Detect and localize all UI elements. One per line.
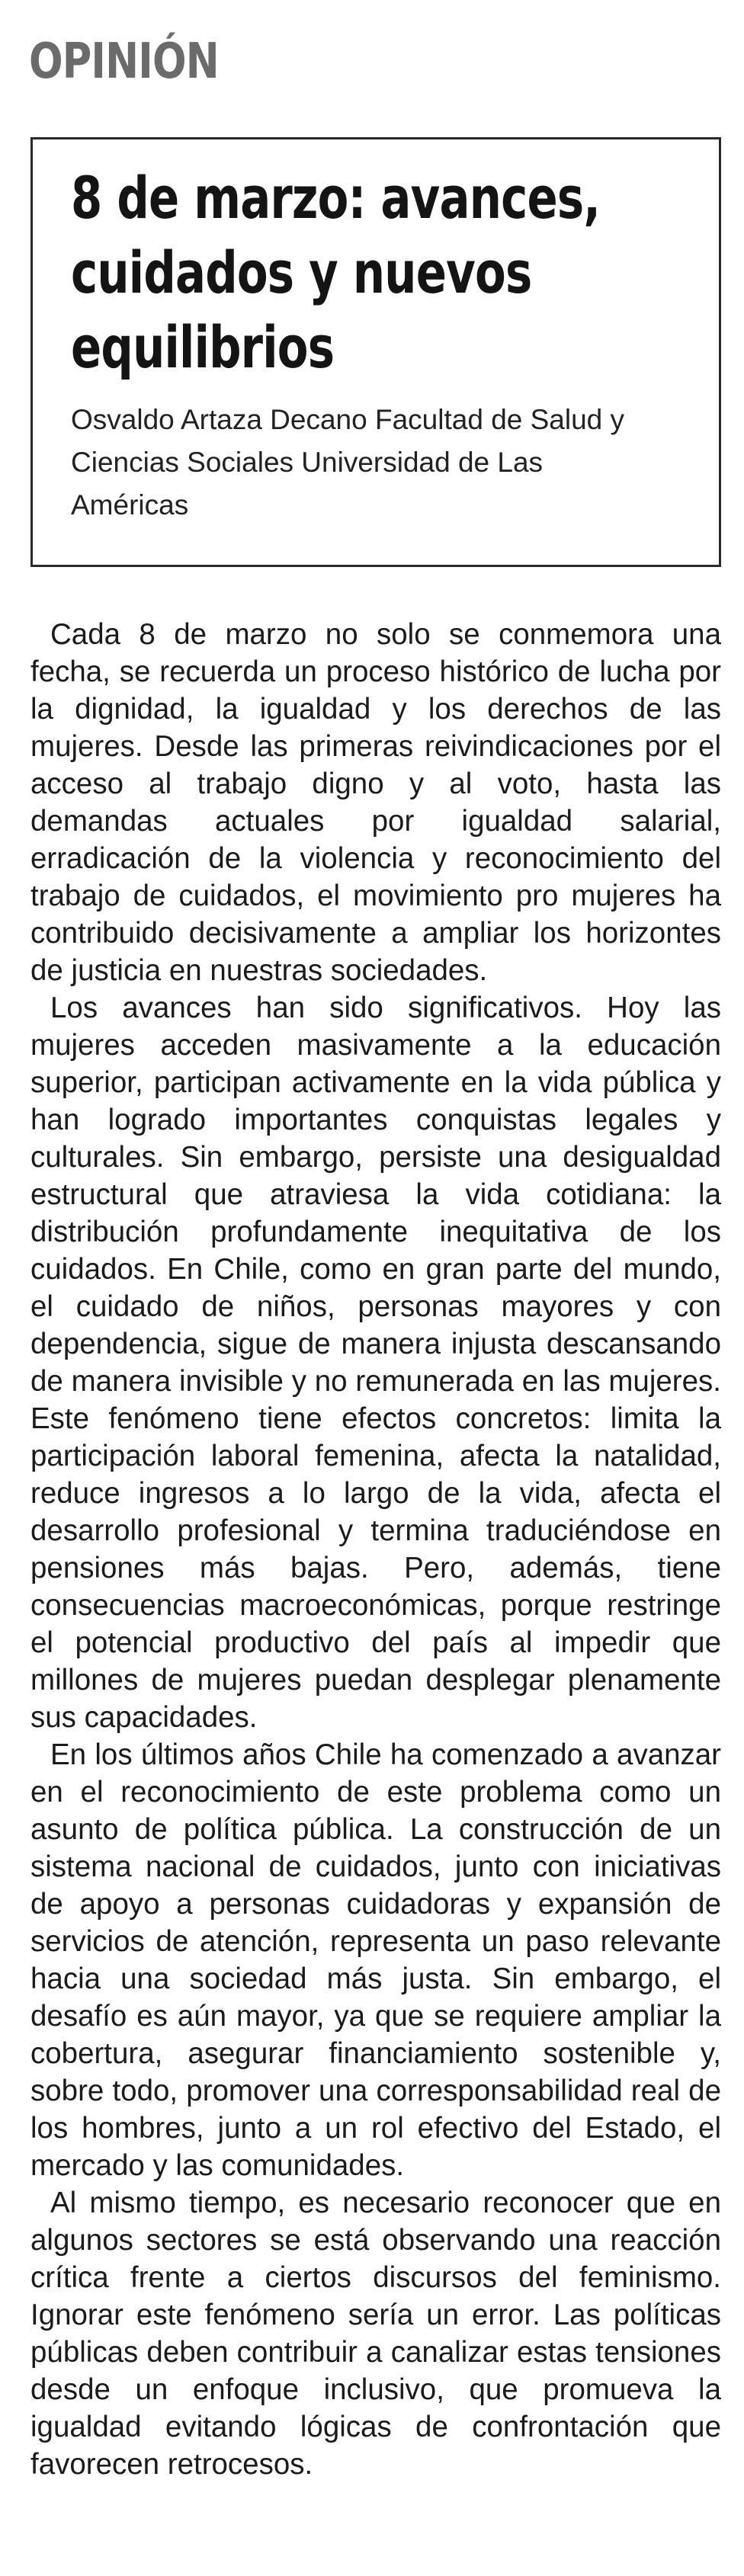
article-body [30, 616, 721, 2483]
headline-box [30, 137, 721, 567]
section-label: OPINIÓN [29, 34, 219, 90]
body-paragraph-1: Cada 8 de marzo no solo se conmemora una fecha, se recuerda un proceso histórico de lucha por la dignidad, la igualdad y los derechos de las mujeres. Desde las primeras reivindicaciones por el acceso al trabajo digno y al voto, hasta las demandas actuales por igualdad salarial, erradicación de la violencia y reconocimiento del trabajo de cuidados, el movimiento pro mujeres ha contribuido decisivamente a ampliar los horizontes de justicia en nuestras sociedades. [30, 618, 721, 987]
article-headline: 8 de marzo: avances, cuidados y nuevos equilibrios [71, 164, 601, 381]
body-paragraph-4: Al mismo tiempo, es necesario reconocer que en algunos sectores se está observando una reacción crítica frente a ciertos discursos del feminismo. Ignorar este fenómeno sería un error. Las políticas públicas deben contribuir a canalizar estas tensiones desde un enfoque inclusivo, que promueva la igualdad evitando lógicas de confrontación que favorecen retrocesos. [30, 2187, 721, 2481]
body-paragraph-2: Los avances han sido significativos. Hoy las mujeres acceden masivamente a la educación superior, participan activamente en la vida pública y han logrado importantes conquistas legales y culturales. Sin embargo, persiste una desigualdad estructural que atraviesa la vida cotidiana: la distribución profundamente inequitativa de los cuidados. En Chile, como en gran parte del mundo, el cuidado de niños, personas mayores y con dependencia, sigue de manera injusta descansando de manera invisible y no remunerada en las mujeres. Este fenómeno tiene efectos concretos: limita la participación laboral femenina, afecta la natalidad, reduce ingresos a lo largo de la vida, afecta el desarrollo profesional y termina traduciéndose en pensiones más bajas. Pero, además, tiene consecuencias macroeconómicas, porque restringe el potencial productivo del país al impedir que millones de mujeres puedan desplegar plenamente sus capacidades. [30, 992, 721, 1734]
body-paragraph-3: En los últimos años Chile ha comenzado a avanzar en el reconocimiento de este problema como un asunto de política pública. La construcción de un sistema nacional de cuidados, junto con iniciativas de apoyo a personas cuidadoras y expansión de servicios de atención, representa un paso relevante hacia una sociedad más justa. Sin embargo, el desafío es aún mayor, ya que se requiere ampliar la cobertura, asegurar financiamiento sostenible y, sobre todo, promover una corresponsabilidad real de los hombres, junto a un rol efectivo del Estado, el mercado y las comunidades. [30, 1738, 721, 2182]
article-byline: Osvaldo Artaza Decano Facultad de Salud y Ciencias Sociales Universidad de Las Américas [71, 404, 625, 521]
